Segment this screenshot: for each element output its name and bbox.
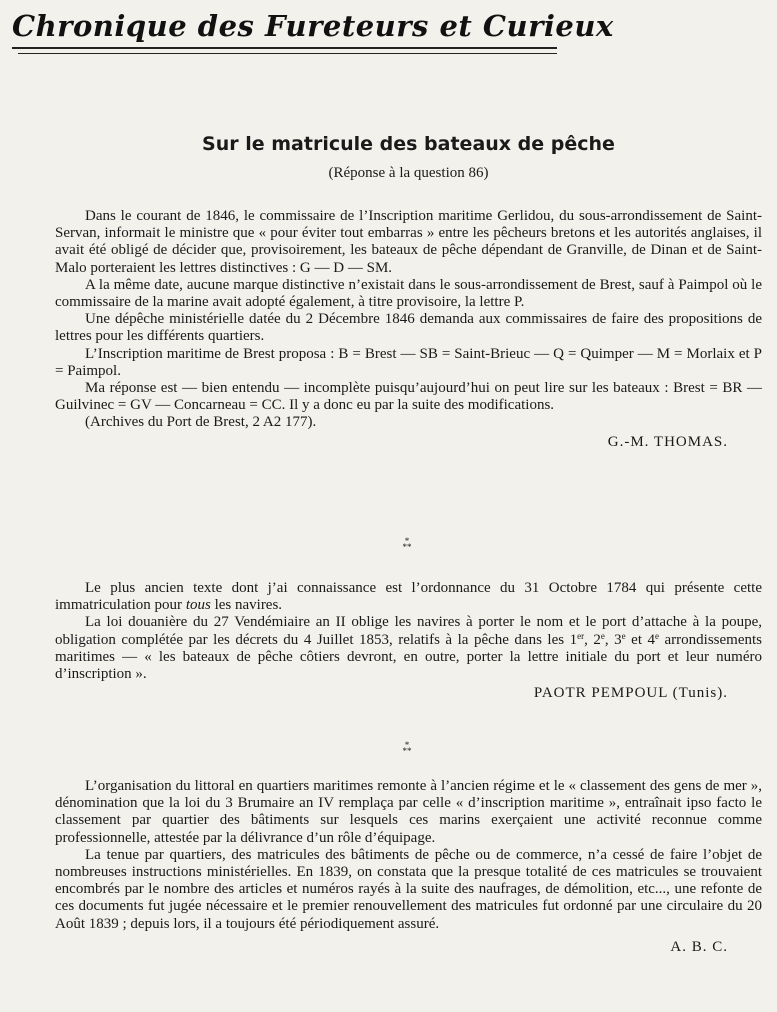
separator-stars: [397, 742, 417, 754]
paragraph: L’organisation du littoral en quartiers maritimes remonte à l’ancien régime et le « classement des gens de mer », dénomination que la loi du 3 Brumaire an IV remplaça par celle « d’inscription maritime », entraînait ipso facto le classement par quartier des bâtiments sur lesquels ces marins exerçaient une activité reconnue comme professionnelle, attestée par la délivrance d’un rôle d’équipage.: [55, 778, 762, 846]
masthead-rule: [18, 53, 557, 54]
paragraph: A la même date, aucune marque distinctive n’existait dans le sous-arrondissement de Brest, sauf à Paimpol où le commissaire de la marine avait adopté également, à titre provisoire, la lettre P.: [55, 276, 762, 311]
star-pair: **: [402, 746, 412, 756]
paragraph: Le plus ancien texte dont j’ai connaissance est l’ordonnance du 31 Octobre 1784 qui présente cette immatriculation pour tous les navires.: [55, 580, 762, 614]
section-2: [55, 580, 762, 702]
paragraph: Une dépêche ministérielle datée du 2 Décembre 1846 demanda aux commissaires de faire des propositions de lettres pour les différents quartiers.: [55, 311, 762, 345]
article-title: Sur le matricule des bateaux de pêche: [202, 133, 615, 155]
star: *: [404, 536, 410, 546]
star: *: [404, 740, 410, 750]
masthead-rule: [12, 47, 557, 49]
separator-stars: [397, 538, 417, 550]
signature: A. B. C.: [670, 938, 728, 955]
section-1: [55, 208, 762, 451]
paragraph: L’Inscription maritime de Brest proposa : B = Brest — SB = Saint-Brieuc — Q = Quimper — M = Morlaix et P = Paimpol.: [55, 345, 762, 379]
paragraph: La loi douanière du 27 Vendémiaire an II oblige les navires à porter le nom et le port d’attache à la poupe, obligation complétée par les décrets du 4 Juillet 1853, relatifs à la pêche dans les 1er, 2e, 3e et 4e arrondissements maritimes — « les bateaux de pêche côtiers devront, en outre, porter la lettre initiale du port et leur numéro d’inscription ».: [55, 614, 763, 683]
paragraph: La tenue par quartiers, des matricules des bâtiments de pêche ou de commerce, n’a cessé de faire l’objet de nombreuses instructions ministérielles. En 1839, on constata que la presque totalité de ces matricules se trouvaient encombrés par le nombre des articles et numéros rayés à la suite des naufrages, de démolition, etc..., une refonte de ces documents fut jugée nécessaire et le premier renouvellement des matricules fut ordonné par une circulaire du 20 Août 1839 ; depuis lors, il a toujours été périodiquement assuré.: [55, 846, 762, 932]
masthead: [12, 6, 614, 54]
emphasis: tous: [185, 597, 211, 614]
star-pair: **: [402, 542, 412, 552]
signature: PAOTR PEMPOUL (Tunis).: [533, 685, 728, 702]
article-subtitle: (Réponse à la question 86): [328, 165, 489, 181]
masthead-title: Chronique des Fureteurs et Curieux: [12, 9, 614, 43]
paragraph: Dans le courant de 1846, le commissaire de l’Inscription maritime Gerlidou, du sous-arrondissement de Saint-Servan, informait le ministre que « pour éviter tout embarras » entre les pêcheurs bretons et les autorités anglaises, il avait été obligé de décider que, provisoirement, les bateaux de pêche dépendant de Granville, de Dinan et de Saint-Malo porteraient les lettres distinctives : G — D — SM.: [55, 208, 762, 276]
paragraph: Ma réponse est — bien entendu — incomplète puisqu’aujourd’hui on peut lire sur les bateaux : Brest = BR — Guilvinec = GV — Concarneau = CC. Il y a donc eu par la suite des modifications.: [55, 380, 762, 414]
paragraph: (Archives du Port de Brest, 2 A2 177).: [85, 414, 317, 431]
section-3: [55, 778, 762, 956]
signature: G.-M. THOMAS.: [607, 433, 728, 450]
